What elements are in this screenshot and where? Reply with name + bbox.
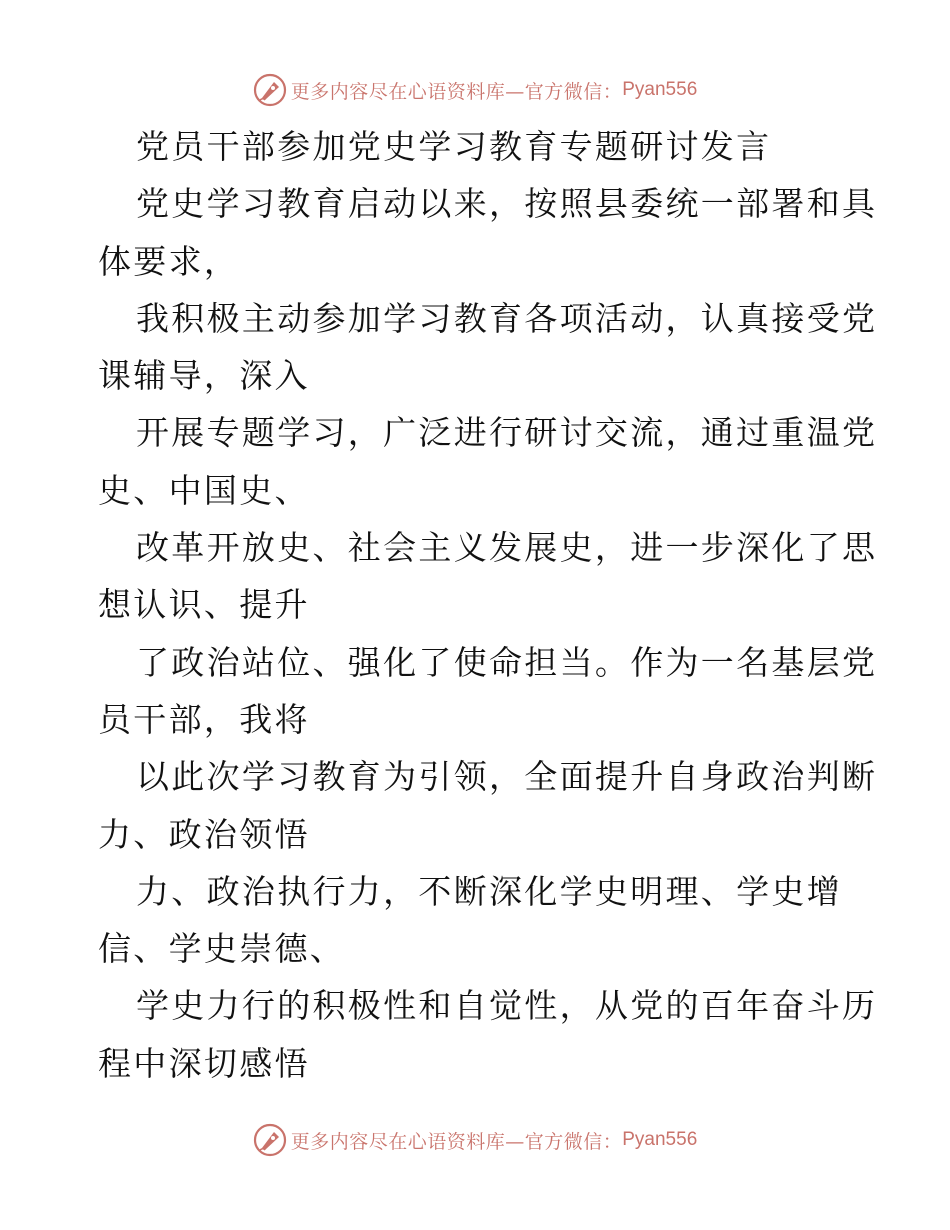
banner-text: 更多内容尽在心语资料库—官方微信： (290, 80, 623, 103)
banner-wechat-id: Pyan556 (622, 1129, 698, 1150)
text-line: 改革开放史、社会主义发展史，进一步深化了思 (136, 528, 878, 568)
document-body (98, 118, 878, 1092)
text-line: 员干部，我将 (98, 699, 310, 739)
text-line: 学史力行的积极性和自觉性，从党的百年奋斗历 (136, 986, 878, 1026)
text-line: 史、中国史、 (98, 470, 310, 510)
banner-text: 更多内容尽在心语资料库—官方微信： (290, 1130, 623, 1153)
banner-wechat-id: Pyan556 (622, 79, 698, 100)
text-line: 课辅导，深入 (98, 356, 310, 396)
text-line: 以此次学习教育为引领，全面提升自身政治判断 (136, 757, 878, 797)
pen-nib-logo-icon (253, 73, 287, 107)
text-line: 程中深切感悟 (98, 1043, 310, 1083)
text-line: 了政治站位、强化了使命担当。作为一名基层党 (136, 642, 878, 682)
text-line: 党史学习教育启动以来，按照县委统一部署和具 (136, 184, 878, 224)
text-line: 力、政治执行力，不断深化学史明理、学史增 (136, 871, 842, 911)
footer-watermark-banner (0, 1120, 950, 1160)
text-line: 开展专题学习，广泛进行研讨交流，通过重温党 (136, 413, 878, 453)
document-title: 党员干部参加党史学习教育专题研讨发言 (136, 127, 772, 166)
text-line: 信、学史崇德、 (98, 929, 346, 969)
pen-nib-logo-icon (253, 1123, 287, 1157)
text-line: 想认识、提升 (98, 585, 310, 625)
header-watermark-banner (0, 70, 950, 110)
text-line: 力、政治领悟 (98, 814, 310, 854)
text-line: 体要求， (98, 241, 240, 281)
text-line: 我积极主动参加学习教育各项活动，认真接受党 (136, 298, 878, 338)
